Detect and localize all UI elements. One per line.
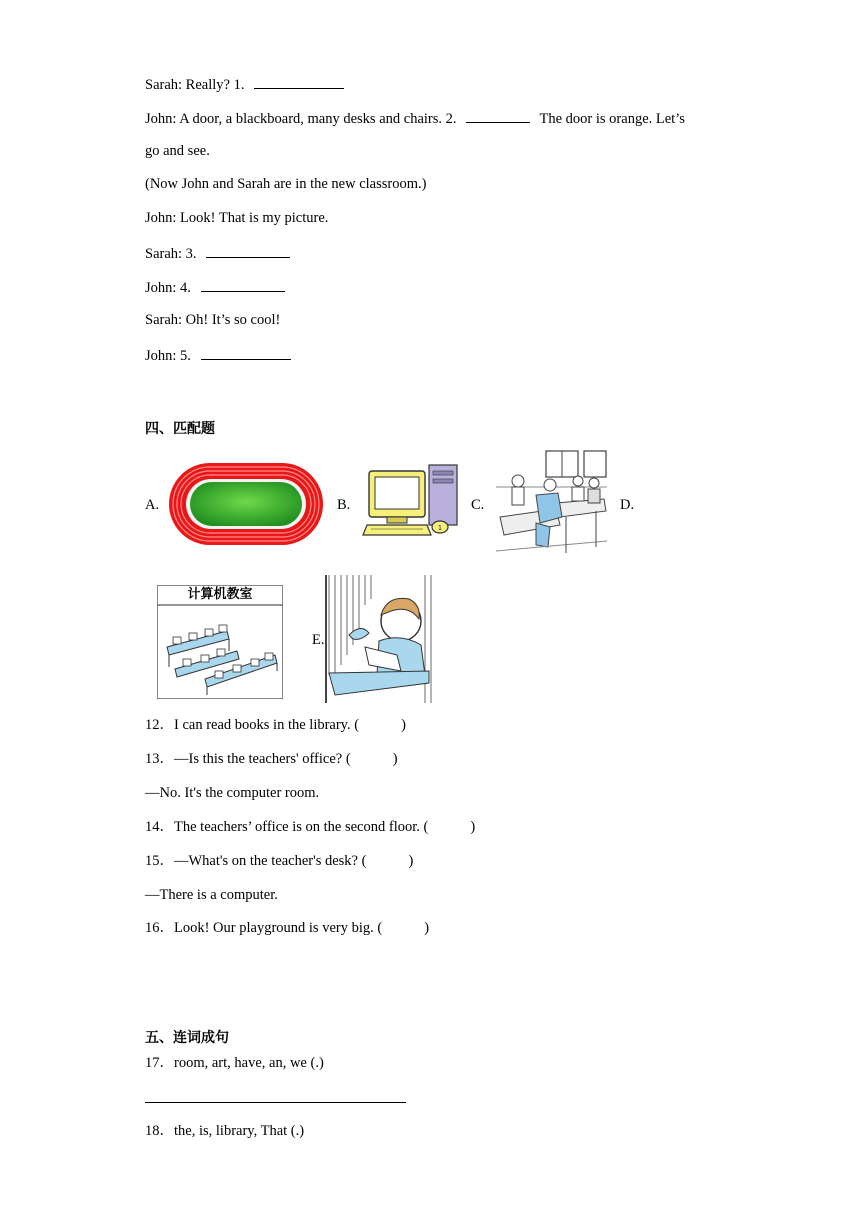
option-d-label: D.: [620, 497, 635, 513]
question-close: ): [408, 853, 414, 869]
question-16: [145, 919, 429, 937]
dialogue-text: Sarah: Really? 1.: [145, 77, 245, 93]
classroom-icon: [496, 447, 607, 559]
answer-blank-4[interactable]: [201, 277, 285, 292]
option-a-label: A.: [145, 497, 160, 513]
playground-icon: [168, 462, 324, 546]
question-12: [145, 716, 406, 734]
question-13-answer: —No. It's the computer room.: [145, 785, 320, 801]
question-18: 18．the, is, library, That (.): [145, 1123, 305, 1139]
question-close: ): [424, 920, 430, 936]
library-icon: [325, 575, 433, 703]
question-text: 16．Look! Our playground is very big. (: [145, 920, 383, 936]
answer-blank-2[interactable]: [466, 108, 530, 123]
question-text: 15．—What's on the teacher's desk? (: [145, 853, 367, 869]
svg-text:1: 1: [437, 524, 443, 532]
answer-blank-5[interactable]: [201, 345, 291, 360]
question-text: 12．I can read books in the library. (: [145, 717, 360, 733]
option-c-label: C.: [471, 497, 485, 513]
answer-line-17[interactable]: [145, 1102, 406, 1103]
question-13: [145, 750, 398, 768]
dialogue-line-3: go and see.: [145, 143, 210, 159]
question-17: 17．room, art, have, an, we (.): [145, 1055, 324, 1071]
dialogue-line-5: John: Look! That is my picture.: [145, 210, 329, 226]
option-e-label: E.: [312, 632, 325, 648]
question-close: ): [401, 717, 406, 733]
dialogue-line-8: Sarah: Oh! It’s so cool!: [145, 312, 281, 328]
dialogue-line-9: [145, 345, 297, 365]
section-4-heading: 四、匹配题: [145, 421, 215, 437]
dialogue-text: John: 4.: [145, 280, 191, 296]
dialogue-line-2: [145, 108, 685, 128]
dialogue-text: John: 5.: [145, 348, 191, 364]
question-15-answer: —There is a computer.: [145, 887, 278, 903]
question-14: [145, 818, 475, 836]
dialogue-line-6: [145, 243, 296, 263]
answer-blank-1[interactable]: [254, 74, 344, 89]
dialogue-text: John: A door, a blackboard, many desks and chairs. 2.: [145, 111, 457, 127]
dialogue-line-4: (Now John and Sarah are in the new classroom.): [145, 176, 427, 192]
question-close: ): [470, 819, 476, 835]
dialogue-line-7: [145, 277, 291, 297]
question-15: [145, 852, 413, 870]
computer-icon: [361, 461, 461, 547]
dialogue-text: Sarah: 3.: [145, 246, 197, 262]
question-text: 13．—Is this the teachers' office? (: [145, 751, 351, 767]
computer-room-sign: 计算机教室: [187, 587, 253, 602]
question-close: ): [392, 751, 398, 767]
dialogue-line-1: [145, 74, 350, 94]
answer-blank-3[interactable]: [206, 243, 290, 258]
question-text: 14．The teachers’ office is on the second floor. (: [145, 819, 429, 835]
section-5-heading: 五、连词成句: [145, 1030, 229, 1046]
option-b-label: B.: [337, 497, 351, 513]
dialogue-text: The door is orange. Let’s: [539, 111, 685, 127]
